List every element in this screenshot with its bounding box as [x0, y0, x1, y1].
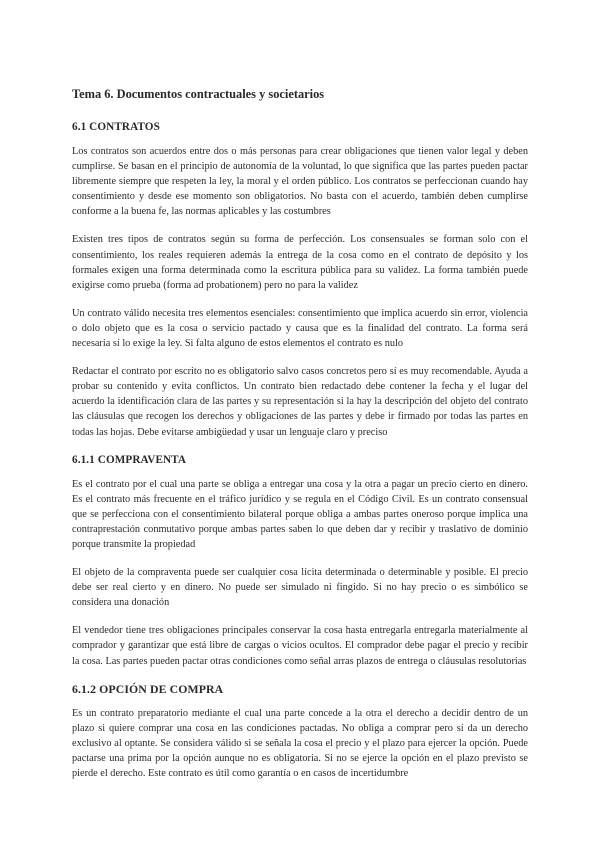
paragraph: Un contrato válido necesita tres elementos esenciales: consentimiento que implica acuerdo sin error, violencia o dolo objeto que es la cosa o servicio pactado y causa que es la finalidad del contrato. La forma será necesaria sí lo exige la ley. Si falta alguno de estos elementos el contrato es nulo: [72, 307, 528, 350]
paragraph: El vendedor tiene tres obligaciones principales conservar la cosa hasta entregarla entregarla materialmente al comprador y garantizar que está libre de cargas o vicios ocultos. El comprador debe pagar el precio y recibir la cosa. Las partes pueden pactar otras condiciones como señal arras plazos de entrega o cláusulas resolutorias: [72, 625, 528, 667]
section-heading-opcion-de-compra: 6.1.2 OPCIÓN DE COMPRA: [72, 681, 224, 696]
paragraph: Redactar el contrato por escrito no es obligatorio salvo casos concretos pero sí es muy recomendable. Ayuda a probar su contenido y evita conflictos. Un contrato bien redactado debe contener la fecha y el lugar del acuerdo la identificación clara de las partes y su representación si la hay la descripción del objeto del contrato las cláusulas que recogen los derechos y obligaciones de las partes y debe ir firmado por todas las partes en todas las hojas. Debe evitarse ambigüedad y usar un lenguaje claro y preciso: [72, 366, 528, 438]
paragraph: El objeto de la compraventa puede ser cualquier cosa lícita determinada o determinable y posible. El precio debe ser real cierto y en dinero. No puede ser simulado ni fingido. Si no hay precio o es simbólico se considera una donación: [72, 567, 528, 609]
paragraph: Es un contrato preparatorio mediante el cual una parte concede a la otra el derecho a decidir dentro de un plazo si quiere comprar una cosa en las condiciones pactadas. No obliga a comprar pero sí da un derecho exclusivo al optante. Se considera válido si se señala la cosa el precio y el plazo para ejercer la opción. Puede pactarse una prima por la opción aunque no es obligatoria. Si no se ejerce la opción en el plazo previsto se pierde el derecho. Este contrato es útil como garantía o en casos de incertidumbre: [72, 707, 528, 779]
paragraph: Existen tres tipos de contratos según su forma de perfección. Los consensuales se forman solo con el consentimiento, los reales requieren además la entrega de la cosa como en el contrato de depósito y los formales exigen una forma determinada como la escritura pública para su validez. La forma también puede exigirse como prueba (forma ad probationem) pero no para la validez: [72, 234, 528, 291]
section-heading-compraventa: 6.1.1 COMPRAVENTA: [72, 453, 187, 466]
section-heading-contratos: 6.1 CONTRATOS: [72, 121, 160, 133]
document-title: Tema 6. Documentos contractuales y societarios: [72, 87, 325, 101]
paragraph: Es el contrato por el cual una parte se obliga a entregar una cosa y la otra a pagar un precio cierto en dinero. Es el contrato más frecuente en el tráfico jurídico y se regula en el Código Civil. Es un contrato consensual que se perfecciona con el consentimiento bilateral porque obliga a ambas partes oneroso porque implica una contraprestación conmutativo porque ambas partes saben lo que deben dar y recibir y traslativo de dominio porque transmite la propiedad: [72, 478, 528, 550]
paragraph: Los contratos son acuerdos entre dos o más personas para crear obligaciones que tienen valor legal y deben cumplirse. Se basan en el principio de autonomía de la voluntad, lo que significa que las partes pueden pactar libremente siempre que respeten la ley, la moral y el orden público. Los contratos se perfeccionan cuando hay consentimiento y desde ese momento son obligatorios. No basta con el acuerdo, también deben cumplirse conforme a la buena fe, las normas aplicables y las costumbres: [72, 146, 528, 218]
